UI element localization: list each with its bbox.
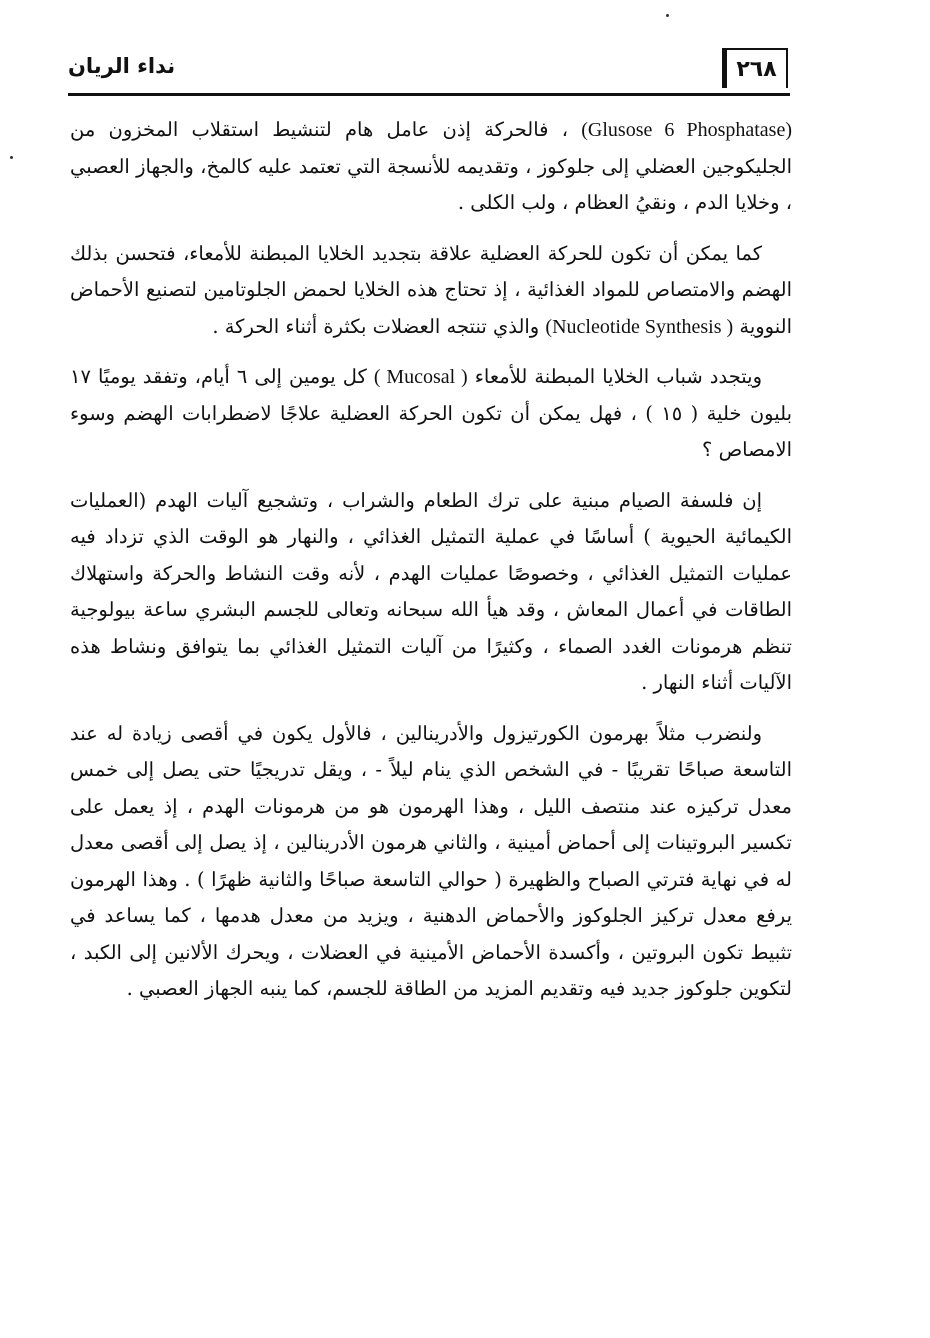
paragraph-text: كل يومين إلى ٦ أيام، وتفقد يوميًا ١٧ بليون خلية ( ١٥ ) ، فهل يمكن أن تكون الحركة العضلية علاجًا لاضطرابات الهضم وسوء الامصاص ؟ [70,365,792,461]
paragraph-text: ، فالحركة إذن عامل هام لتنشيط استقلاب المخزون من الجليكوجين العضلي إلى جلوكوز ، وتقديمه للأنسجة التي تعتمد عليه كالمخ، والجهاز العصبي ، وخلايا الدم ، ونقيُ العظام ، ولب الكلى . [70,118,792,214]
latin-term: ( Mucosal ) [373,366,468,388]
running-title: نداء الريان [68,54,176,78]
latin-term: (Nucleotide Synthesis ) [545,315,734,338]
paragraph-1 [70,112,792,222]
body-text [70,112,792,1022]
paragraph-text: والذي تنتجه العضلات بكثرة أثناء الحركة . [212,314,546,338]
paragraph-text: ويتجدد شباب الخلايا المبطنة للأمعاء [467,365,763,388]
header-rule [68,93,790,96]
paragraph-2 [70,236,792,346]
page-number: ٢٦٨ [722,48,788,88]
paragraph-text: ولنضرب مثلاً بهرمون الكورتيزول والأدرينالين ، فالأول يكون في أقصى زيادة له عند التاسعة صباحًا تقريبًا - في الشخص الذي ينام ليلاً - ، ويقل تدريجيًا حتى يصل إلى خمس معدل تركيزه عند منتصف الليل ، وهذا الهرمون هو من هرمونات الهدم ، إذ يعمل على تكسير البروتينات إلى أحماض أمينية ، والثاني هرمون الأدرينالين ، إذ يصل إلى أقصى معدل له في نهاية فترتي الصباح والظهيرة ( حوالي التاسعة صباحًا والثانية ظهرًا ) . وهذا الهرمون يرفع معدل تركيز الجلوكوز والأحماض الدهنية ، ويزيد من معدل هدمها ، كما يساعد في تثبيط تكون البروتين ، وأكسدة الأحماض الأمينية في العضلات ، ويحرك الألانين إلى الكبد ، لتكوين جلوكوز جديد فيه وتقديم المزيد من الطاقة للجسم، كما ينبه الجهاز العصبي . [70,721,792,1000]
paragraph-3 [70,359,792,469]
scan-speck [10,156,13,159]
page-header [68,40,788,96]
scan-speck [666,14,669,17]
latin-term: (Glusose 6 Phosphatase) [581,119,792,141]
paragraph-5 [70,716,792,1008]
paragraph-4 [70,483,792,702]
paragraph-text: إن فلسفة الصيام مبنية على ترك الطعام والشراب ، وتشجيع آليات الهدم (العمليات الكيمائية الحيوية ) أساسًا في عملية التمثيل الغذائي ، والنهار هو الوقت الذي تزداد فيه عمليات التمثيل الغذائي ، وخصوصًا عمليات الهدم ، لأنه وقت النشاط والحركة واستهلاك الطاقات في أعمال المعاش ، وقد هيأ الله سبحانه وتعالى للجسم البشري ساعة بيولوجية تنظم هرمونات الغدد الصماء ، وكثيرًا من آليات التمثيل الغذائي بما يتوافق ونشاط هذه الآليات أثناء النهار . [70,488,792,694]
paragraph-text: كما يمكن أن تكون للحركة العضلية علاقة بتجديد الخلايا المبطنة للأمعاء، فتحسن بذلك الهضم والامتصاص للمواد الغذائية ، إذ تحتاج هذه الخلايا لحمض الجلوتامين لتصنيع الأحماض النووية [70,241,792,338]
